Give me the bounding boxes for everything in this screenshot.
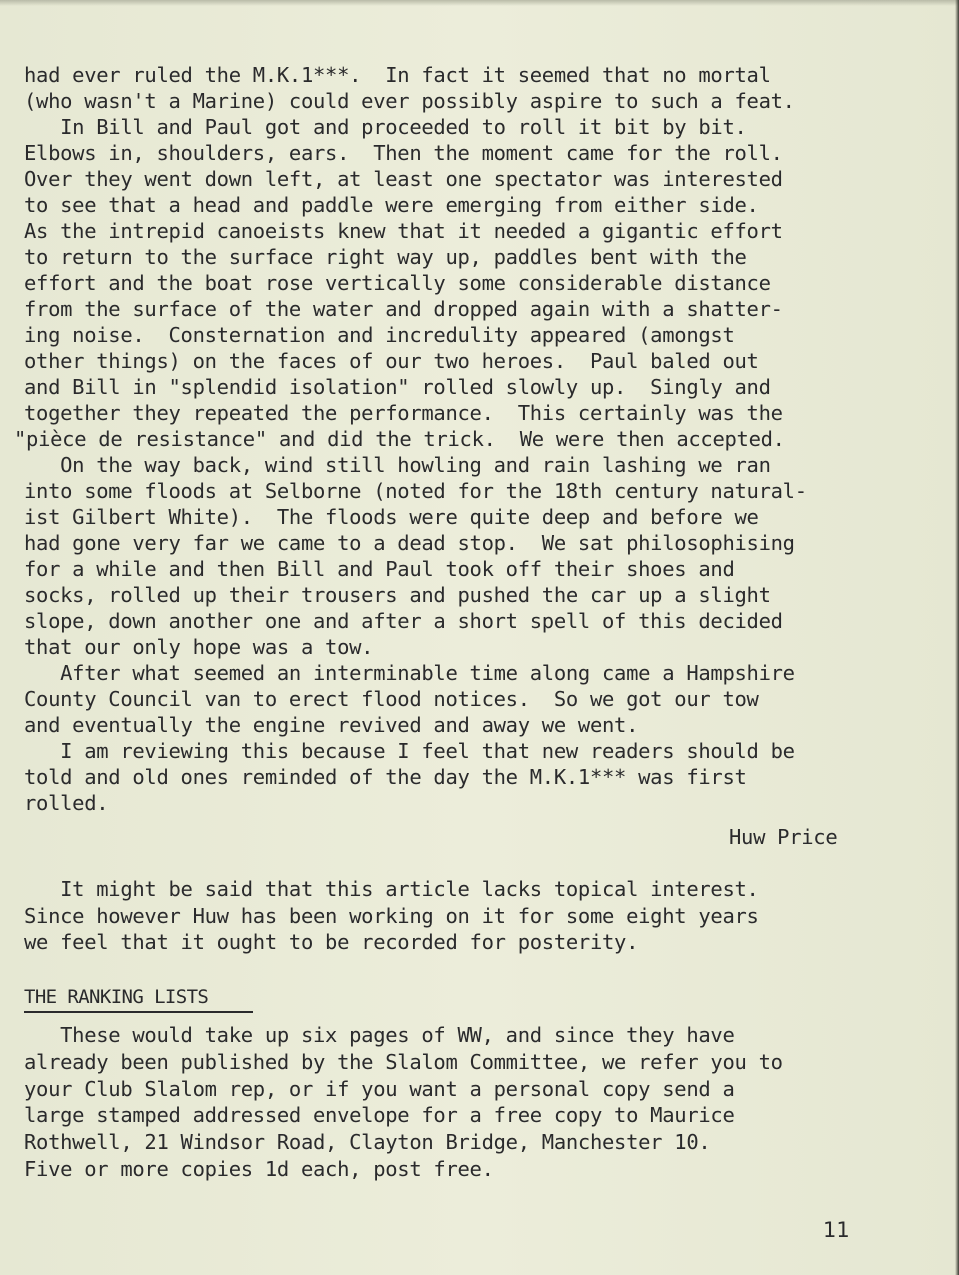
article-line: In Bill and Paul got and proceeded to roll it bit by bit. (24, 115, 747, 139)
article-line: I am reviewing this because I feel that new readers should be (24, 739, 795, 763)
ranking-line: Rothwell, 21 Windsor Road, Clayton Bridge, Manchester 10. (24, 1130, 711, 1155)
ranking-lists-body (24, 1022, 924, 1183)
article-line: for a while and then Bill and Paul took off their shoes and (24, 557, 735, 581)
article-line: Over they went down left, at least one spectator was interested (24, 167, 783, 191)
article-line: other things) on the faces of our two heroes. Paul baled out (24, 349, 759, 373)
article-line: (who wasn't a Marine) could ever possibly aspire to such a feat. (24, 89, 795, 113)
article-line: County Council van to erect flood notices. So we got our tow (24, 687, 759, 711)
article-line: to see that a head and paddle were emerging from either side. (24, 193, 759, 217)
article-line: socks, rolled up their trousers and pushed the car up a slight (24, 583, 771, 607)
page-number: 11 (823, 1218, 850, 1242)
article-line: told and old ones reminded of the day the M.K.1*** was first (24, 765, 747, 789)
article-line: On the way back, wind still howling and rain lashing we ran (24, 453, 771, 477)
article-line: After what seemed an interminable time along came a Hampshire (24, 661, 795, 685)
editor-note (24, 876, 924, 956)
editor-note-line: we feel that it ought to be recorded for posterity. (24, 930, 639, 954)
article-line: ing noise. Consternation and incredulity appeared (amongst (24, 323, 735, 347)
article-line: had gone very far we came to a dead stop. We sat philosophising (24, 531, 795, 555)
article-line: Elbows in, shoulders, ears. Then the moment came for the roll. (24, 141, 783, 165)
article-line: together they repeated the performance. This certainly was the (24, 401, 783, 425)
heading-underline (24, 1011, 253, 1013)
section-heading: THE RANKING LISTS (24, 986, 209, 1008)
ranking-line: These would take up six pages of WW, and since they have (24, 1023, 735, 1047)
article-line: and Bill in "splendid isolation" rolled slowly up. Singly and (24, 375, 771, 399)
article-line: effort and the boat rose vertically some considerable distance (24, 271, 771, 295)
ranking-line: large stamped addressed envelope for a free copy to Maurice (24, 1103, 735, 1128)
editor-note-line: It might be said that this article lacks topical interest. (24, 877, 759, 901)
ranking-line: Five or more copies 1d each, post free. (24, 1156, 494, 1181)
article-line: slope, down another one and after a short spell of this decided (24, 609, 783, 633)
right-edge-shadow (955, 0, 959, 1275)
article-line: rolled. (24, 791, 109, 815)
article-line: that our only hope was a tow. (24, 635, 374, 659)
article-body (14, 62, 924, 816)
ranking-line: your Club Slalom rep, or if you want a personal copy send a (24, 1076, 735, 1101)
top-edge-shadow (0, 0, 959, 6)
author-signature: Huw Price (729, 825, 838, 849)
article-line: ist Gilbert White). The floods were quite deep and before we (24, 505, 759, 529)
article-line: and eventually the engine revived and away we went. (24, 713, 639, 737)
article-line: "pièce de resistance" and did the trick. We were then accepted. (14, 427, 785, 451)
ranking-line: already been published by the Slalom Committee, we refer you to (24, 1049, 783, 1074)
article-line: As the intrepid canoeists knew that it needed a gigantic effort (24, 219, 783, 243)
editor-note-line: Since however Huw has been working on it for some eight years (24, 903, 759, 928)
article-line: into some floods at Selborne (noted for the 18th century natural- (24, 479, 807, 503)
article-line: had ever ruled the M.K.1***. In fact it seemed that no mortal (24, 63, 771, 87)
article-line: to return to the surface right way up, paddles bent with the (24, 245, 747, 269)
article-line: from the surface of the water and dropped again with a shatter- (24, 297, 783, 321)
